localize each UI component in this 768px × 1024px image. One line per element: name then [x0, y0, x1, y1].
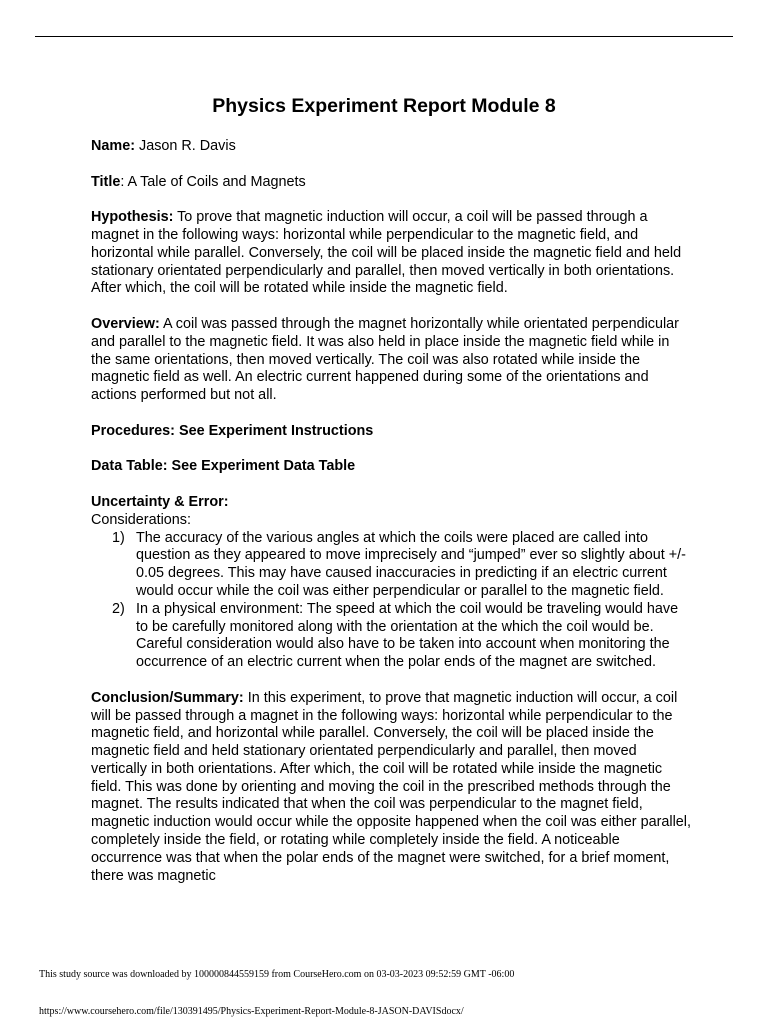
consideration-item — [91, 601, 691, 672]
download-notice: This study source was downloaded by 100000844559159 from CourseHero.com on 03-03-2023 09:52:59 GMT -06:00 — [39, 969, 515, 980]
title-line — [91, 174, 691, 192]
source-url[interactable]: https://www.coursehero.com/file/130391495/Physics-Experiment-Report-Module-8-JASON-DAVISdocx/ — [39, 1006, 464, 1017]
consideration-text: The accuracy of the various angles at which the coils were placed are called into question as they appeared to move imprecisely and “jumped” ever so slightly about +/- 0.05 degrees. This may have caused inaccuracies in predicting if an electric current would occur while the coil was either perpendicular or parallel to the magnetic field. — [136, 529, 686, 599]
name-value: Jason R. Davis — [135, 138, 236, 154]
hypothesis-text: To prove that magnetic induction will occur, a coil will be passed through a magnet in the following ways: horizontal while perpendicular to the magnetic field, and horizontal while parallel. Conversely, the coil will be placed inside the magnetic field and held stationary orientated perpendicularly and parallel, then moved vertically in both orientations. After which, the coil will be rotated while inside the magnetic field. — [91, 209, 682, 297]
name-line — [91, 138, 691, 156]
consideration-item — [91, 530, 691, 601]
title-label: Title — [91, 173, 121, 190]
overview-label: Overview: — [91, 315, 160, 332]
title-value: : A Tale of Coils and Magnets — [120, 173, 306, 190]
overview-text: A coil was passed through the magnet horizontally while orientated perpendicular and parallel to the magnetic field. It was also held in place inside the magnetic field while in the same orientations, then moved vertically. The coil was also rotated while inside the magnetic field as well. An electric current happened during some of the orientations and actions performed but not all. — [91, 315, 679, 404]
name-label: Name: — [91, 138, 135, 154]
top-rule — [35, 36, 733, 37]
hypothesis-label: Hypothesis: — [91, 209, 174, 226]
conclusion-text: In this experiment, to prove that magnetic induction will occur, a coil will be passed through a magnet in the following ways: horizontal while perpendicular to the magnetic field, and horizontal while parallel. Conversely, the coil will be placed inside the magnetic field and held stationary orientated perpendicularly and parallel, then moved vertically in both orientations. After which, the coil will be rotated while inside the magnetic field. This was done by orienting and moving the coil in the prescribed methods through the magnet. The results indicated that when the coil was perpendicular to the magnet field, magnetic induction would occur while the opposite happened when the coil was either parallel, completely inside the field, or rotating while completely inside the field. A noticeable occurrence was that when the polar ends of the magnet were switched, for a brief moment, there was magnetic — [91, 689, 691, 884]
hypothesis-paragraph — [91, 209, 691, 298]
procedures-line: Procedures: See Experiment Instructions — [91, 422, 374, 439]
list-number: 2) — [112, 600, 125, 617]
considerations-list — [91, 530, 691, 672]
considerations-label: Considerations: — [91, 511, 191, 528]
data-table-line: Data Table: See Experiment Data Table — [91, 458, 356, 475]
conclusion-label: Conclusion/Summary: — [91, 689, 244, 706]
document-title: Physics Experiment Report Module 8 — [212, 95, 556, 117]
uncertainty-section — [91, 494, 691, 672]
document-body — [91, 94, 691, 903]
list-number: 1) — [112, 529, 125, 546]
conclusion-paragraph — [91, 690, 691, 886]
consideration-text: In a physical environment: The speed at which the coil would be traveling would have to be carefully monitored along with the orientation at the which the coil would be. Careful consideration would also have to be taken into account when monitoring the occurrence of an electric current when the polar ends of the magnet are switched. — [136, 600, 679, 671]
overview-paragraph — [91, 316, 691, 405]
uncertainty-heading: Uncertainty & Error: — [91, 493, 229, 510]
